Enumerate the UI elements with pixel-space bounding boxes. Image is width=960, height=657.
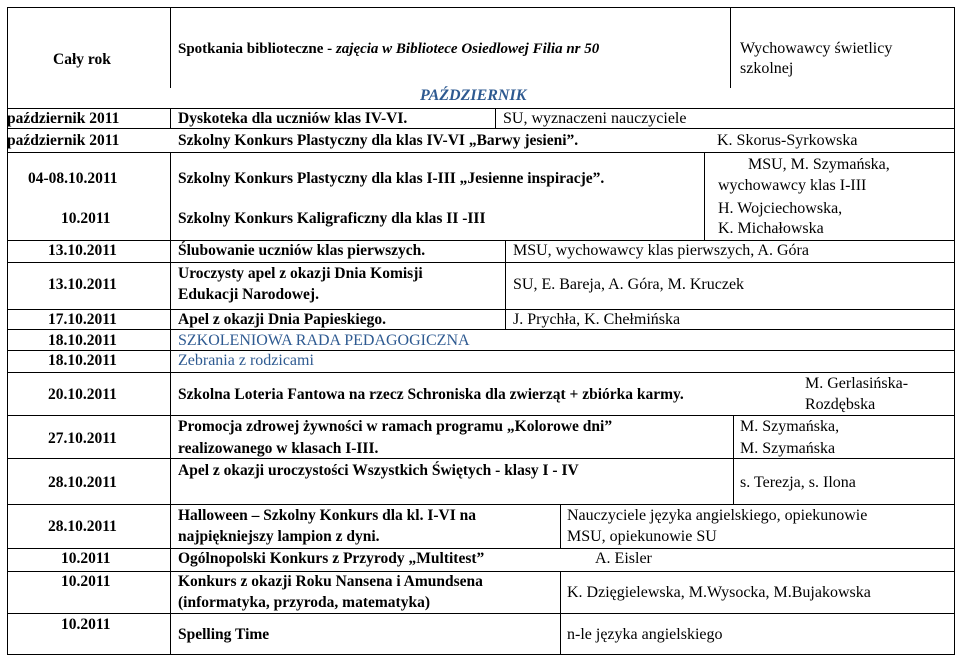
row-date: 18.10.2011 — [48, 352, 117, 369]
table-border-right — [954, 7, 955, 655]
row-activity: Halloween – Szkolny Konkurs dla kl. I-VI na — [178, 507, 477, 524]
table-rule — [7, 372, 954, 373]
column-rule — [170, 7, 171, 88]
row-responsible: K. Dzięgielewska, M.Wysocka, M.Bujakowska — [567, 584, 871, 601]
row-activity: Ogólnopolski Konkurs z Przyrody „Multitest” — [178, 550, 485, 567]
row-responsible: K. Skorus-Syrkowska — [717, 132, 858, 149]
table-rule — [7, 309, 954, 310]
row-activity: Apel z okazji Dnia Papieskiego. — [178, 311, 386, 328]
row-activity: Szkolny Konkurs Kaligraficzny dla klas II -III — [178, 210, 486, 227]
row-date: październik 2011 — [7, 132, 120, 149]
row-date: 13.10.2011 — [48, 242, 117, 259]
header-activity-prefix: Spotkania biblioteczne - — [178, 41, 336, 57]
column-rule — [505, 309, 506, 329]
table-rule — [7, 128, 954, 129]
row-activity: (informatyka, przyroda, matematyka) — [178, 594, 430, 611]
row-activity: Zebrania z rodzicami — [178, 352, 314, 369]
row-responsible: s. Terezja, s. Ilona — [740, 474, 856, 491]
column-rule — [560, 504, 561, 548]
table-rule — [7, 415, 954, 416]
row-date: 17.10.2011 — [48, 311, 117, 328]
row-activity: najpiękniejszy lampion z dyni. — [178, 528, 380, 545]
row-responsible: n-le języka angielskiego — [567, 626, 723, 643]
header-activity-italic: zajęcia w Bibliotece Osiedlowej Filia nr 50 — [335, 41, 600, 57]
row-date: 04-08.10.2011 — [28, 170, 118, 187]
column-rule — [170, 108, 171, 128]
row-activity: SZKOLENIOWA RADA PEDAGOGICZNA — [178, 332, 470, 349]
row-activity: Spelling Time — [178, 626, 270, 643]
row-date: 10.2011 — [61, 616, 111, 633]
row-date: 18.10.2011 — [48, 332, 117, 349]
row-date: październik 2011 — [7, 110, 120, 127]
table-rule — [7, 504, 954, 505]
column-rule — [505, 262, 506, 309]
row-responsible: MSU, opiekunowie SU — [567, 528, 717, 545]
row-date: 28.10.2011 — [48, 518, 117, 535]
table-rule — [7, 7, 954, 8]
row-date: 13.10.2011 — [48, 276, 117, 293]
column-rule — [733, 415, 734, 504]
row-date: 20.10.2011 — [48, 386, 117, 403]
row-date: 10.2011 — [61, 550, 111, 567]
table-rule — [7, 654, 954, 655]
row-activity: Edukacji Narodowej. — [178, 286, 319, 303]
row-responsible: M. Szymańska, — [740, 418, 840, 435]
row-activity: Szkolna Loteria Fantowa na rzecz Schroniska dla zwierząt + zbiórka karmy. — [178, 386, 684, 403]
row-responsible: H. Wojciechowska, — [718, 200, 843, 217]
table-rule — [7, 548, 954, 549]
row-activity: Szkolny Konkurs Plastyczny dla klas I-III „Jesienne inspiracje”. — [178, 170, 605, 187]
row-responsible: J. Prychła, K. Chełmińska — [513, 311, 681, 328]
row-activity: Uroczysty apel z okazji Dnia Komisji — [178, 265, 423, 282]
table-rule — [7, 262, 954, 263]
table-rule — [7, 240, 954, 241]
column-rule — [170, 152, 171, 655]
row-responsible: SU, E. Bareja, A. Góra, M. Kruczek — [513, 276, 745, 293]
table-rule — [7, 350, 954, 351]
table-rule — [7, 329, 954, 330]
row-activity: Ślubowanie uczniów klas pierwszych. — [178, 242, 426, 259]
row-responsible: wychowawcy klas I-III — [718, 177, 867, 194]
row-activity: Konkurs z okazji Roku Nansena i Amundsena — [178, 573, 483, 590]
column-rule — [704, 152, 705, 240]
row-activity: Dyskoteka dla uczniów klas IV-VI. — [178, 110, 408, 127]
header-responsible-line2: szkolnej — [740, 60, 794, 77]
month-heading: PAŹDZIERNIK — [420, 87, 527, 104]
row-responsible: A. Eisler — [595, 550, 652, 567]
row-responsible: MSU, M. Szymańska, — [748, 156, 890, 173]
row-responsible: Nauczyciele języka angielskiego, opiekunowie — [567, 507, 868, 524]
row-date: 28.10.2011 — [48, 474, 117, 491]
row-responsible: K. Michałowska — [718, 220, 824, 237]
table-border-left — [7, 7, 8, 655]
table-rule — [7, 613, 954, 614]
row-responsible: M. Gerlasińska- — [805, 375, 909, 392]
table-rule — [7, 108, 954, 109]
row-responsible: M. Szymańska — [740, 440, 836, 457]
row-responsible: MSU, wychowawcy klas pierwszych, A. Góra — [513, 242, 809, 259]
row-responsible: Rozdębska — [805, 396, 876, 413]
column-rule — [495, 108, 496, 128]
row-responsible: SU, wyznaczeni nauczyciele — [503, 110, 687, 127]
period-cell: Cały rok — [53, 51, 111, 68]
row-activity: Promocja zdrowej żywności w ramach programu „Kolorowe dni” — [178, 418, 613, 435]
row-date: 10.2011 — [61, 573, 111, 590]
row-activity: Apel z okazji uroczystości Wszystkich Świętych - klasy I - IV — [178, 462, 579, 479]
row-activity: Szkolny Konkurs Plastyczny dla klas IV-VI „Barwy jesieni”. — [178, 132, 579, 149]
column-rule — [505, 240, 506, 262]
row-date: 10.2011 — [61, 210, 111, 227]
table-rule — [7, 571, 954, 572]
header-responsible-line1: Wychowawcy świetlicy — [740, 40, 893, 57]
table-rule — [7, 152, 954, 153]
column-rule — [560, 571, 561, 655]
row-activity: realizowanego w klasach I-III. — [178, 440, 379, 457]
row-date: 27.10.2011 — [48, 430, 117, 447]
table-rule — [7, 458, 954, 459]
header-activity-cell — [178, 40, 599, 58]
column-rule — [730, 7, 731, 88]
